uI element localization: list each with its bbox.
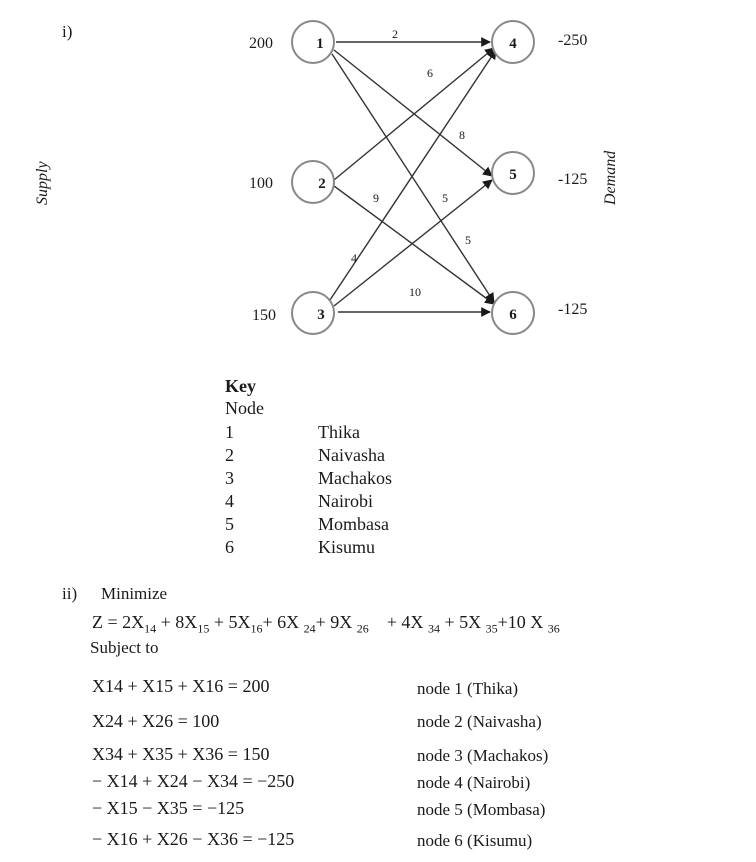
- objective-sub: 26: [356, 621, 369, 636]
- objective-term: + 6X: [262, 612, 304, 632]
- objective-term: 2X: [122, 612, 145, 632]
- objective-lhs: Z =: [92, 612, 123, 632]
- objective-sub: 24: [303, 621, 316, 636]
- constraint-expr: − X15 − X35 = −125: [92, 798, 245, 818]
- objective-term: + 4X: [368, 612, 428, 632]
- network-diagram: [0, 0, 756, 360]
- objective-term: + 5X: [439, 612, 486, 632]
- constraint-node-label: node 3 (Machakos): [417, 746, 549, 765]
- constraint-node-label: node 5 (Mombasa): [417, 800, 546, 819]
- demand-node-6: -125: [558, 301, 588, 318]
- part-i-label: i): [62, 22, 73, 41]
- demand-node-5: -125: [558, 171, 588, 188]
- part-ii-label: ii): [62, 584, 78, 603]
- key-row-name: Mombasa: [318, 514, 389, 534]
- constraint-node-label: node 6 (Kisumu): [417, 831, 533, 850]
- key-row-num: 1: [225, 422, 234, 442]
- cost-2-4: 6: [427, 66, 433, 80]
- node-5-label: 5: [509, 167, 517, 183]
- objective-function: [92, 612, 560, 637]
- constraint-node-label: node 2 (Naivasha): [417, 712, 542, 731]
- key-subtitle: Node: [225, 398, 264, 418]
- objective-sub: 14: [144, 621, 157, 636]
- cost-3-5: 5: [442, 191, 448, 205]
- supply-node-3: 150: [252, 307, 276, 324]
- objective-sub: 15: [197, 621, 210, 636]
- demand-node-4: -250: [558, 32, 588, 49]
- key-row-num: 2: [225, 445, 234, 465]
- cost-1-6: 5: [465, 233, 471, 247]
- supply-node-1: 200: [249, 35, 273, 52]
- supply-axis-label: Supply: [34, 161, 51, 205]
- key-row-name: Thika: [318, 422, 360, 442]
- cost-3-4: 4: [351, 251, 357, 265]
- minimize-label: Minimize: [101, 584, 168, 603]
- node-6-label: 6: [509, 307, 517, 323]
- node-1-circle: [292, 21, 334, 63]
- node-2-label: 2: [318, 176, 326, 192]
- key-row-name: Naivasha: [318, 445, 385, 465]
- objective-sub: 16: [250, 621, 263, 636]
- node-4-label: 4: [509, 36, 517, 52]
- key-row-num: 3: [225, 468, 234, 488]
- constraint-expr: X14 + X15 + X16 = 200: [92, 676, 270, 696]
- objective-term: + 5X: [209, 612, 251, 632]
- key-row-num: 6: [225, 537, 234, 557]
- key-row-num: 4: [225, 491, 234, 511]
- objective-term: +10 X: [497, 612, 548, 632]
- constraint-expr: − X14 + X24 − X34 = −250: [92, 771, 295, 791]
- cost-1-5: 8: [459, 128, 465, 142]
- constraint-expr: X24 + X26 = 100: [92, 711, 220, 731]
- cost-2-6: 9: [373, 191, 379, 205]
- key-row-name: Kisumu: [318, 537, 376, 557]
- supply-node-2: 100: [249, 175, 273, 192]
- cost-3-6: 10: [409, 285, 421, 299]
- objective-sub: 36: [547, 621, 560, 636]
- demand-axis-label: Demand: [602, 150, 619, 205]
- objective-term: + 8X: [156, 612, 198, 632]
- node-2-circle: [292, 161, 334, 203]
- constraint-node-label: node 4 (Nairobi): [417, 773, 531, 792]
- key-title: Key: [225, 376, 256, 396]
- objective-sub: 35: [485, 621, 498, 636]
- constraint-expr: X34 + X35 + X36 = 150: [92, 744, 270, 764]
- objective-sub: 34: [427, 621, 440, 636]
- key-row-num: 5: [225, 514, 234, 534]
- cost-1-4: 2: [392, 27, 398, 41]
- subject-to-label: Subject to: [90, 638, 159, 657]
- key-row-name: Nairobi: [318, 491, 373, 511]
- objective-term: + 9X: [315, 612, 357, 632]
- edge-2-4: [334, 48, 494, 180]
- node-3-circle: [292, 292, 334, 334]
- key-row-name: Machakos: [318, 468, 392, 488]
- node-1-label: 1: [316, 36, 324, 52]
- constraint-node-label: node 1 (Thika): [417, 679, 519, 698]
- node-3-label: 3: [317, 307, 325, 323]
- constraint-expr: − X16 + X26 − X36 = −125: [92, 829, 295, 849]
